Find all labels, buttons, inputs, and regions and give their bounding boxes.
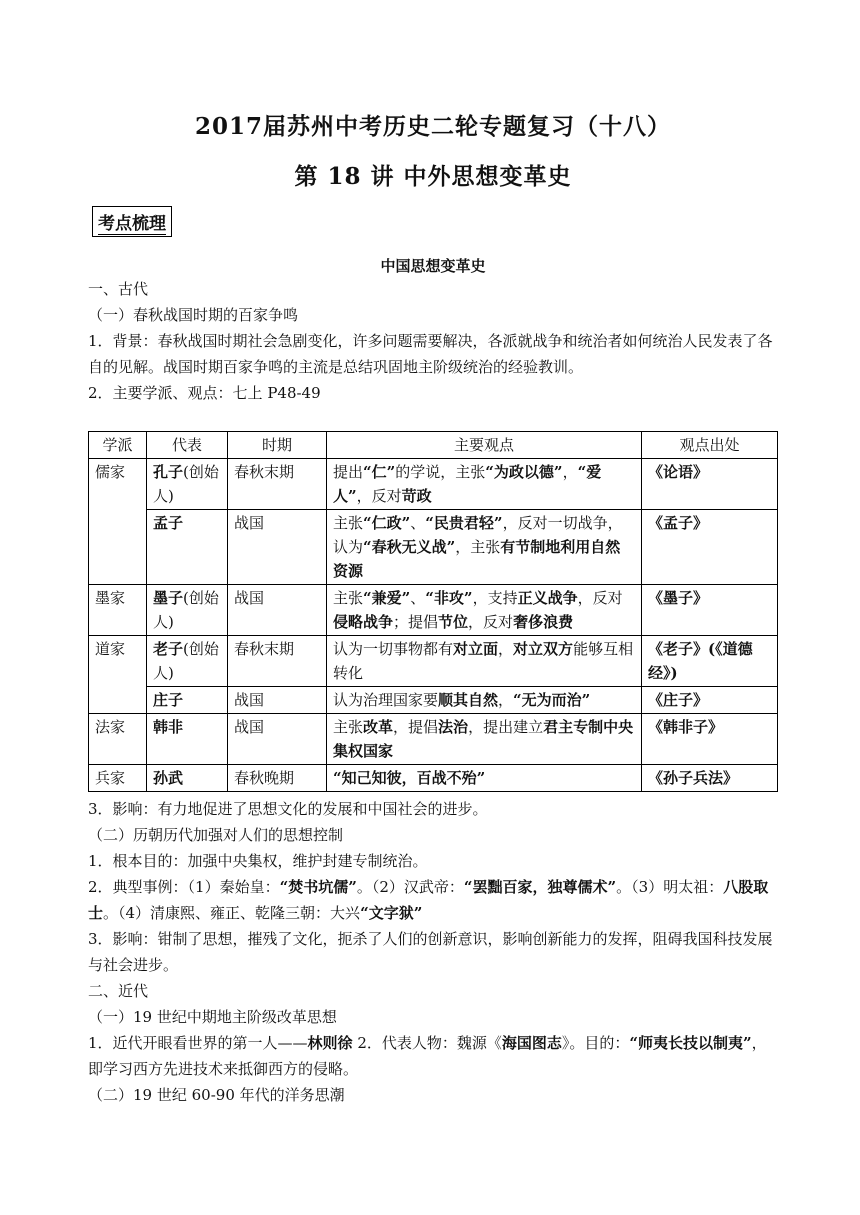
subheading-westernization: （二）19 世纪 60-90 年代的洋务思潮 — [88, 1086, 345, 1104]
period-cell: 春秋晚期 — [228, 765, 327, 792]
table-row — [89, 510, 778, 585]
later-sections — [88, 796, 778, 1108]
table-row — [89, 687, 778, 714]
table-header: 主要观点 — [327, 432, 642, 459]
table-row — [89, 459, 778, 510]
views-cell: 主张改革，提倡法治，提出建立君主专制中央集权国家 — [327, 714, 642, 765]
school-cell: 法家 — [89, 714, 147, 765]
heading-ancient: 一、古代 — [88, 280, 149, 298]
document-title: 2017届苏州中考历史二轮专题复习（十八） — [194, 113, 671, 140]
impact-paragraph: 3．影响：有力地促进了思想文化的发展和中国社会的进步。 — [88, 800, 488, 818]
school-cell: 道家 — [89, 636, 147, 714]
table-header-row — [89, 432, 778, 459]
views-cell: 主张“兼爱”、“非攻”，支持正义战争，反对侵略战争；提倡节位，反对奢侈浪费 — [327, 585, 642, 636]
background-paragraph: 1．背景：春秋战国时期社会急剧变化，许多问题需要解决，各派就战争和统治者如何统治人民发表了各自的见解。战国时期百家争鸣的主流是总结巩固地主阶级统治的经验教训。 — [88, 332, 773, 376]
rep-cell: 孟子 — [147, 510, 228, 585]
table-row — [89, 585, 778, 636]
subheading-reform-thought: （一）19 世纪中期地主阶级改革思想 — [88, 1008, 337, 1026]
period-cell: 春秋末期 — [228, 636, 327, 687]
schools-table — [88, 431, 778, 792]
table-row — [89, 765, 778, 792]
views-cell: “知己知彼，百战不殆” — [327, 765, 642, 792]
schools-line: 2．主要学派、观点：七上 P48-49 — [88, 384, 321, 402]
source-cell: 《论语》 — [642, 459, 778, 510]
school-cell: 兵家 — [89, 765, 147, 792]
document-subtitle: 第 18 讲 中外思想变革史 — [294, 163, 572, 190]
rep-cell: 墨子(创始人) — [147, 585, 228, 636]
period-cell: 战国 — [228, 687, 327, 714]
school-cell: 儒家 — [89, 459, 147, 585]
source-cell: 《老子》(《道德经》) — [642, 636, 778, 687]
rep-cell: 老子(创始人) — [147, 636, 228, 687]
period-cell: 战国 — [228, 585, 327, 636]
purpose-paragraph: 1．根本目的：加强中央集权，维护封建专制统治。 — [88, 852, 428, 870]
views-cell: 认为一切事物都有对立面，对立双方能够互相转化 — [327, 636, 642, 687]
table-row — [89, 636, 778, 687]
rep-cell: 庄子 — [147, 687, 228, 714]
period-cell: 战国 — [228, 510, 327, 585]
section-title: 中国思想变革史 — [380, 257, 486, 275]
school-cell: 墨家 — [89, 585, 147, 636]
ancient-section — [88, 276, 778, 406]
source-cell: 《庄子》 — [642, 687, 778, 714]
rep-cell: 韩非 — [147, 714, 228, 765]
views-cell: 主张“仁政”、“民贵君轻”，反对一切战争，认为“春秋无义战”，主张有节制地利用自然资源 — [327, 510, 642, 585]
subheading-thought-control: （二）历朝历代加强对人们的思想控制 — [88, 826, 344, 844]
source-cell: 《墨子》 — [642, 585, 778, 636]
lin-zexu-paragraph: 1．近代开眼看世界的第一人——林则徐 2．代表人物：魏源《海国图志》。目的：“师夷长技以制夷”，即学习西方先进技术来抵御西方的侵略。 — [88, 1034, 767, 1078]
heading-modern: 二、近代 — [88, 982, 149, 1000]
period-cell: 战国 — [228, 714, 327, 765]
views-cell: 提出“仁”的学说，主张“为政以德”，“爱人”，反对苛政 — [327, 459, 642, 510]
key-points-label: 考点梳理 — [92, 206, 172, 237]
source-cell: 《韩非子》 — [642, 714, 778, 765]
source-cell: 《孙子兵法》 — [642, 765, 778, 792]
table-header: 观点出处 — [642, 432, 778, 459]
table-header: 代表 — [147, 432, 228, 459]
subheading-hundred-schools: （一）春秋战国时期的百家争鸣 — [88, 306, 299, 324]
rep-cell: 孔子(创始人) — [147, 459, 228, 510]
impact2-paragraph: 3．影响：钳制了思想，摧残了文化，扼杀了人们的创新意识，影响创新能力的发挥，阻碍我国科技发展与社会进步。 — [88, 930, 773, 974]
views-cell: 认为治理国家要顺其自然，“无为而治” — [327, 687, 642, 714]
examples-paragraph: 2．典型事例：（1）秦始皇：“焚书坑儒”。（2）汉武帝：“罢黜百家，独尊儒术”。（3）明太祖：八股取士。（4）清康熙、雍正、乾隆三朝：大兴“文字狱” — [88, 878, 769, 922]
table-header: 时期 — [228, 432, 327, 459]
rep-cell: 孙武 — [147, 765, 228, 792]
table-row — [89, 714, 778, 765]
source-cell: 《孟子》 — [642, 510, 778, 585]
table-header: 学派 — [89, 432, 147, 459]
period-cell: 春秋末期 — [228, 459, 327, 510]
